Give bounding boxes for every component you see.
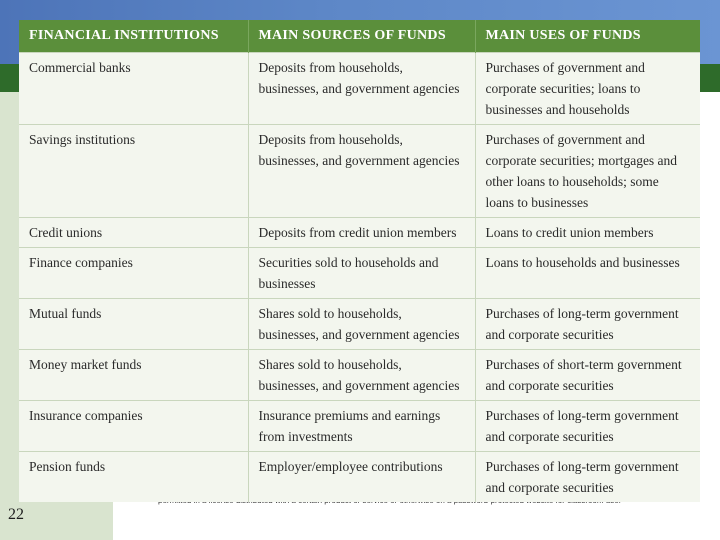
uses-cell: Purchases of government and corporate securities; mortgages and other loans to households; some loans to businesses <box>475 125 700 218</box>
header-uses: MAIN USES OF FUNDS <box>475 20 700 53</box>
table-header-row <box>19 20 700 53</box>
uses-cell: Loans to households and businesses <box>475 248 700 299</box>
sources-cell: Deposits from households, businesses, and government agencies <box>248 125 475 218</box>
institution-cell: Credit unions <box>19 218 248 248</box>
slide-number: 22 <box>8 506 24 523</box>
institution-cell: Finance companies <box>19 248 248 299</box>
sources-cell: Employer/employee contributions <box>248 452 475 503</box>
sources-cell: Shares sold to households, businesses, and government agencies <box>248 299 475 350</box>
institution-cell: Insurance companies <box>19 401 248 452</box>
funds-table <box>19 20 700 502</box>
sources-cell: Shares sold to households, businesses, and government agencies <box>248 350 475 401</box>
uses-cell: Purchases of short-term government and corporate securities <box>475 350 700 401</box>
sources-cell: Insurance premiums and earnings from investments <box>248 401 475 452</box>
table-row <box>19 53 700 125</box>
institution-cell: Savings institutions <box>19 125 248 218</box>
uses-cell: Purchases of government and corporate securities; loans to businesses and households <box>475 53 700 125</box>
sources-cell: Deposits from credit union members <box>248 218 475 248</box>
header-sources: MAIN SOURCES OF FUNDS <box>248 20 475 53</box>
table-row <box>19 125 700 218</box>
table-row <box>19 350 700 401</box>
table-row <box>19 401 700 452</box>
table-row <box>19 248 700 299</box>
institution-cell: Pension funds <box>19 452 248 503</box>
table-row <box>19 218 700 248</box>
institution-cell: Mutual funds <box>19 299 248 350</box>
financial-institutions-table <box>19 20 700 495</box>
table-row <box>19 452 700 503</box>
uses-cell: Purchases of long-term government and corporate securities <box>475 299 700 350</box>
uses-cell: Purchases of long-term government and corporate securities <box>475 401 700 452</box>
header-institutions: FINANCIAL INSTITUTIONS <box>19 20 248 53</box>
uses-cell: Loans to credit union members <box>475 218 700 248</box>
institution-cell: Money market funds <box>19 350 248 401</box>
sources-cell: Securities sold to households and businesses <box>248 248 475 299</box>
institution-cell: Commercial banks <box>19 53 248 125</box>
uses-cell: Purchases of long-term government and corporate securities <box>475 452 700 503</box>
sources-cell: Deposits from households, businesses, and government agencies <box>248 53 475 125</box>
table-row <box>19 299 700 350</box>
